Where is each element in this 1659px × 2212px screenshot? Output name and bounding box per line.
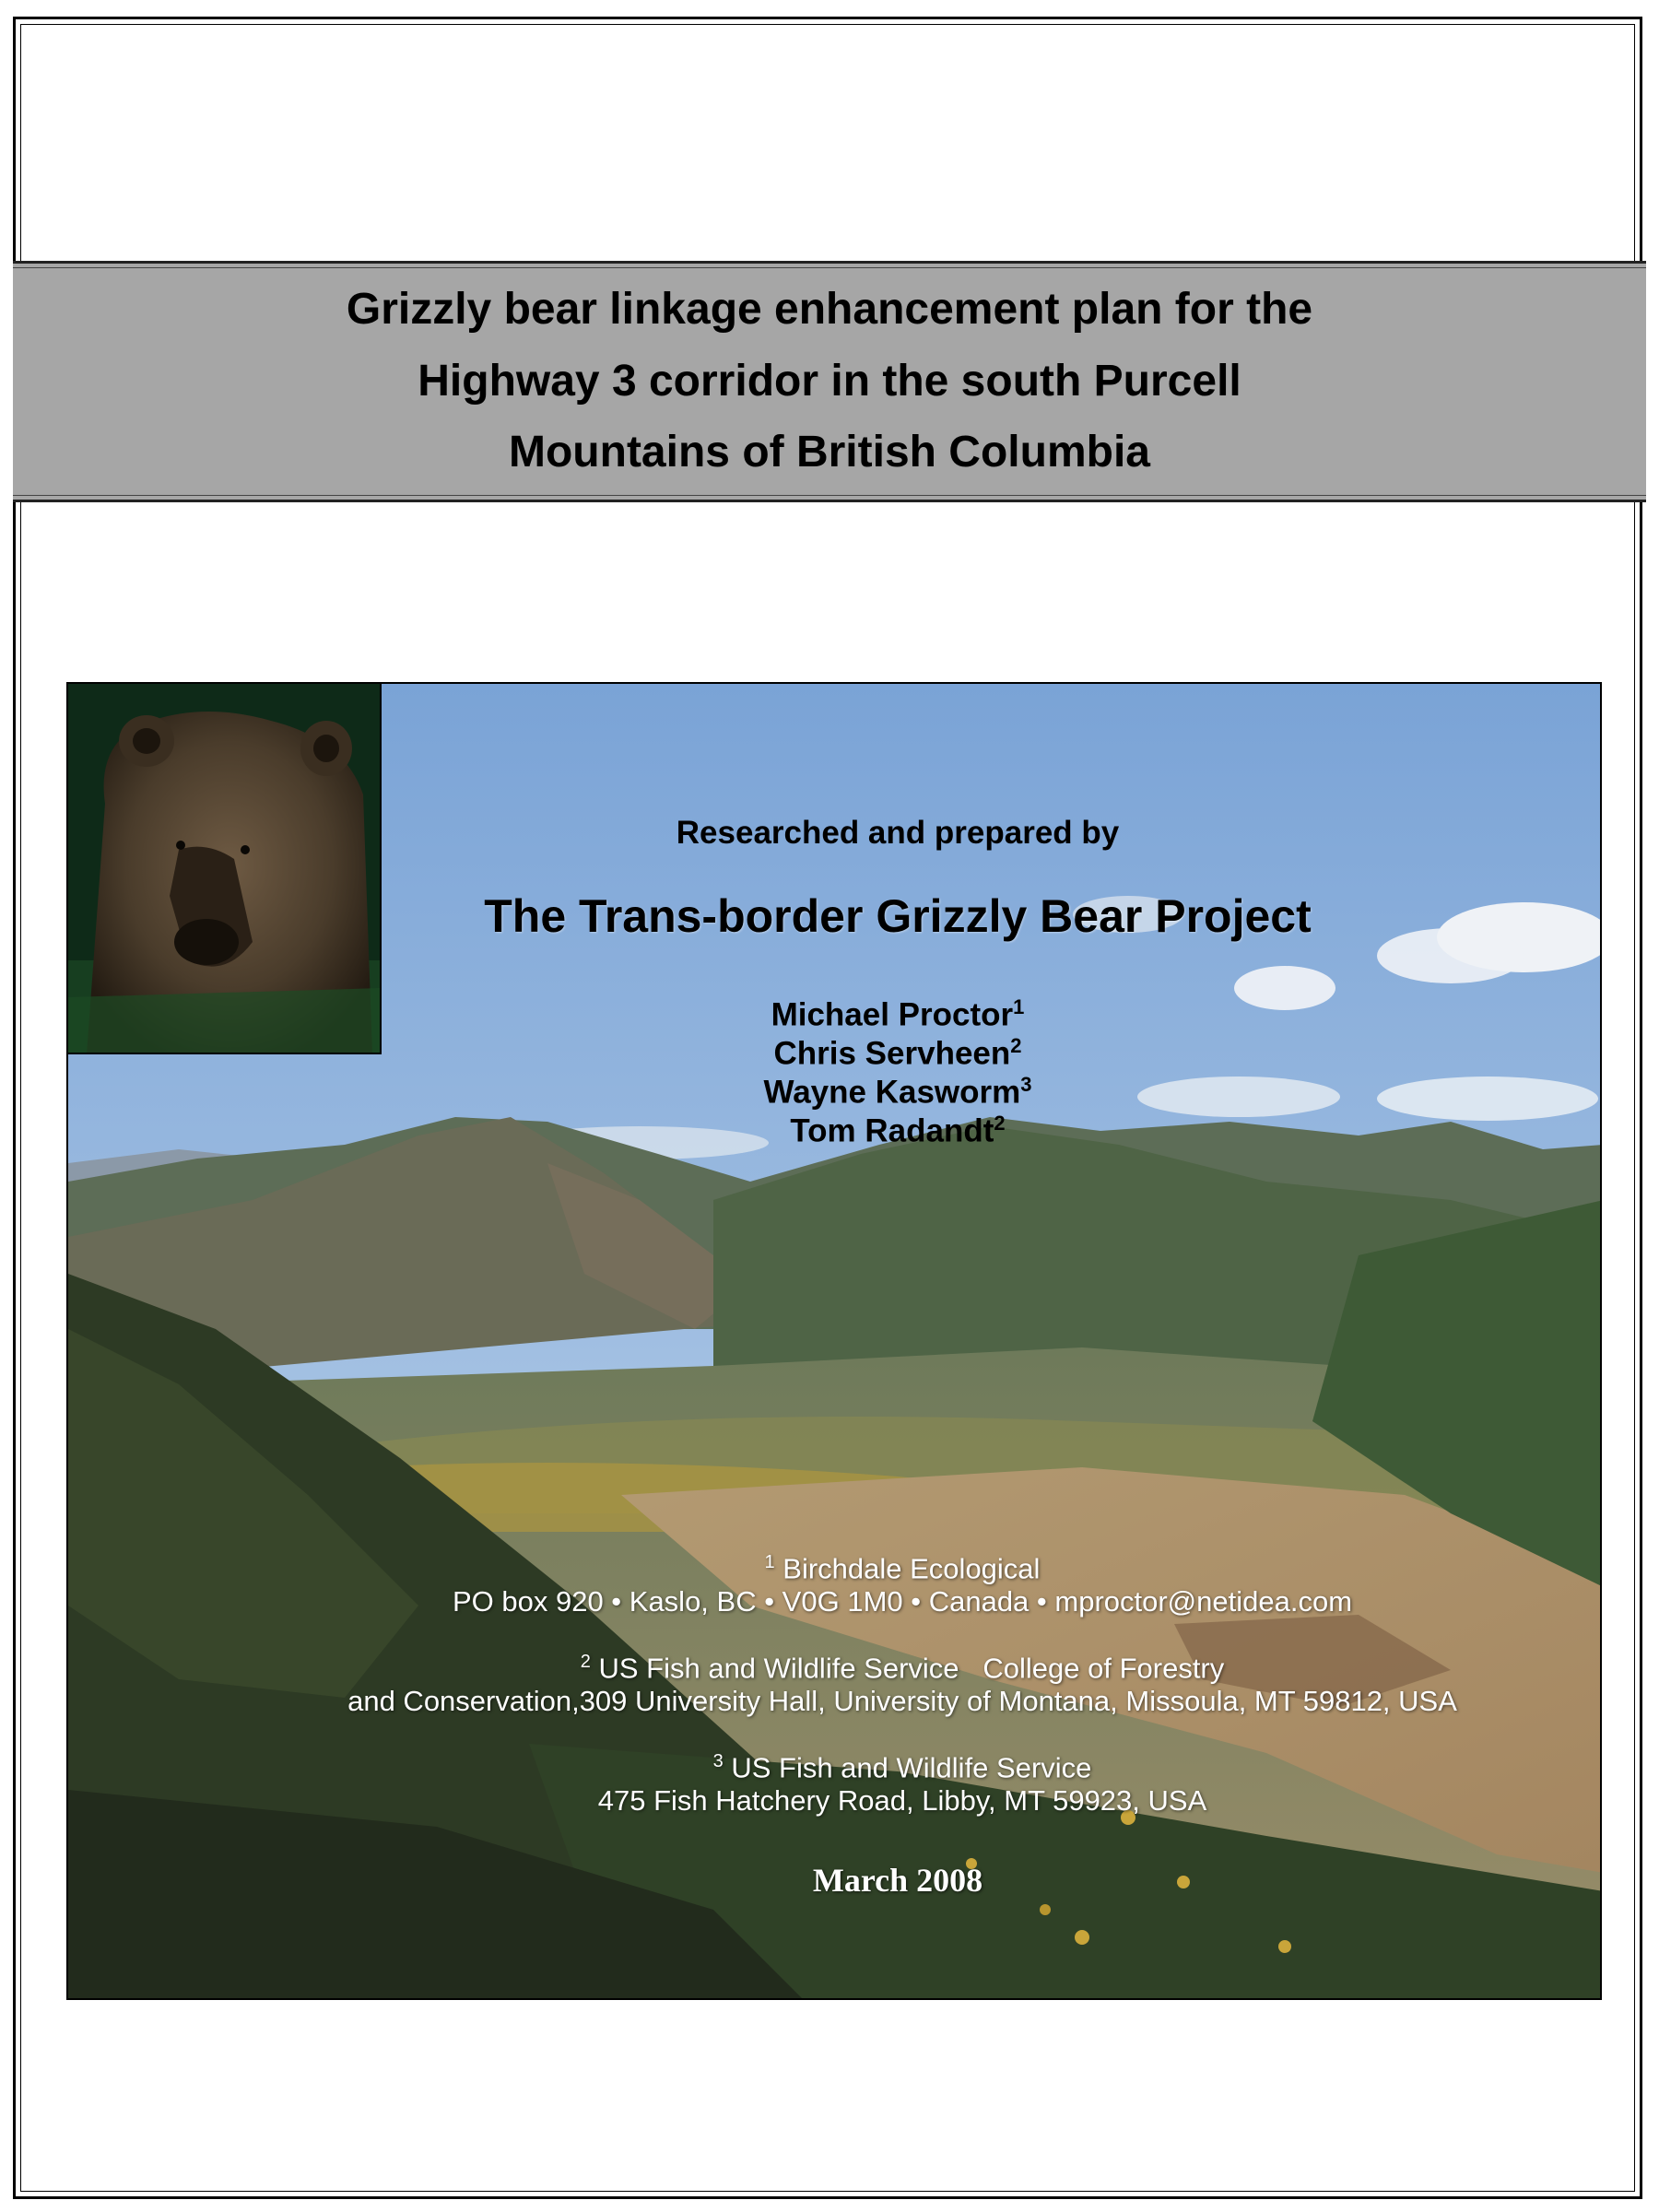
affiliation-line-2: PO box 920 • Kaslo, BC • V0G 1M0 • Canada • mproctor@netidea.com xyxy=(452,1585,1353,1618)
title-line-1: Grizzly bear linkage enhancement plan for the xyxy=(346,285,1313,334)
author-name: Chris Servheen xyxy=(773,1035,1011,1072)
author-affiliation-mark: 2 xyxy=(1010,1034,1022,1057)
title-line-3: Mountains of British Columbia xyxy=(509,428,1150,477)
title-band xyxy=(13,261,1646,502)
author-name: Tom Radandt xyxy=(790,1112,994,1149)
author-name: Wayne Kasworm xyxy=(763,1074,1021,1111)
author-affiliation-mark: 1 xyxy=(1013,995,1025,1018)
affiliation-line-1: $^3$ US Fish and Wildlife Service xyxy=(712,1751,1092,1784)
cover-photo xyxy=(66,682,1602,2000)
title-line-2: Highway 3 corridor in the south Purcell xyxy=(418,357,1241,406)
grizzly-bear-inset-photo xyxy=(68,684,382,1054)
affiliation-line-2: and Conservation,309 University Hall, University of Montana, Missoula, MT 59812, USA xyxy=(347,1685,1457,1718)
project-name: The Trans-border Grizzly Bear Project xyxy=(484,890,1312,942)
author-affiliation-mark: 3 xyxy=(1020,1073,1032,1096)
author-4 xyxy=(529,1104,1266,1151)
affiliation-mark: 1 xyxy=(764,1552,775,1572)
publication-date: March 2008 xyxy=(812,1862,983,1899)
prepared-by-label: Researched and prepared by xyxy=(676,815,1120,851)
affiliation-1 xyxy=(105,1546,1602,1618)
affiliation-line-1: $^1$ Birchdale Ecological xyxy=(764,1552,1041,1585)
affiliation-line-2: 475 Fish Hatchery Road, Libby, MT 59923, USA xyxy=(597,1784,1207,1818)
affiliation-line-1: $^2$ US Fish and Wildlife Service College of Forestry xyxy=(580,1652,1225,1685)
grizzly-bear-portrait xyxy=(68,684,382,1054)
author-name: Michael Proctor xyxy=(771,996,1014,1033)
affiliation-3 xyxy=(105,1745,1602,1818)
affiliation-mark: 3 xyxy=(712,1751,724,1771)
author-affiliation-mark: 2 xyxy=(994,1112,1006,1135)
affiliation-mark: 2 xyxy=(580,1652,591,1672)
affiliation-2 xyxy=(105,1645,1602,1718)
